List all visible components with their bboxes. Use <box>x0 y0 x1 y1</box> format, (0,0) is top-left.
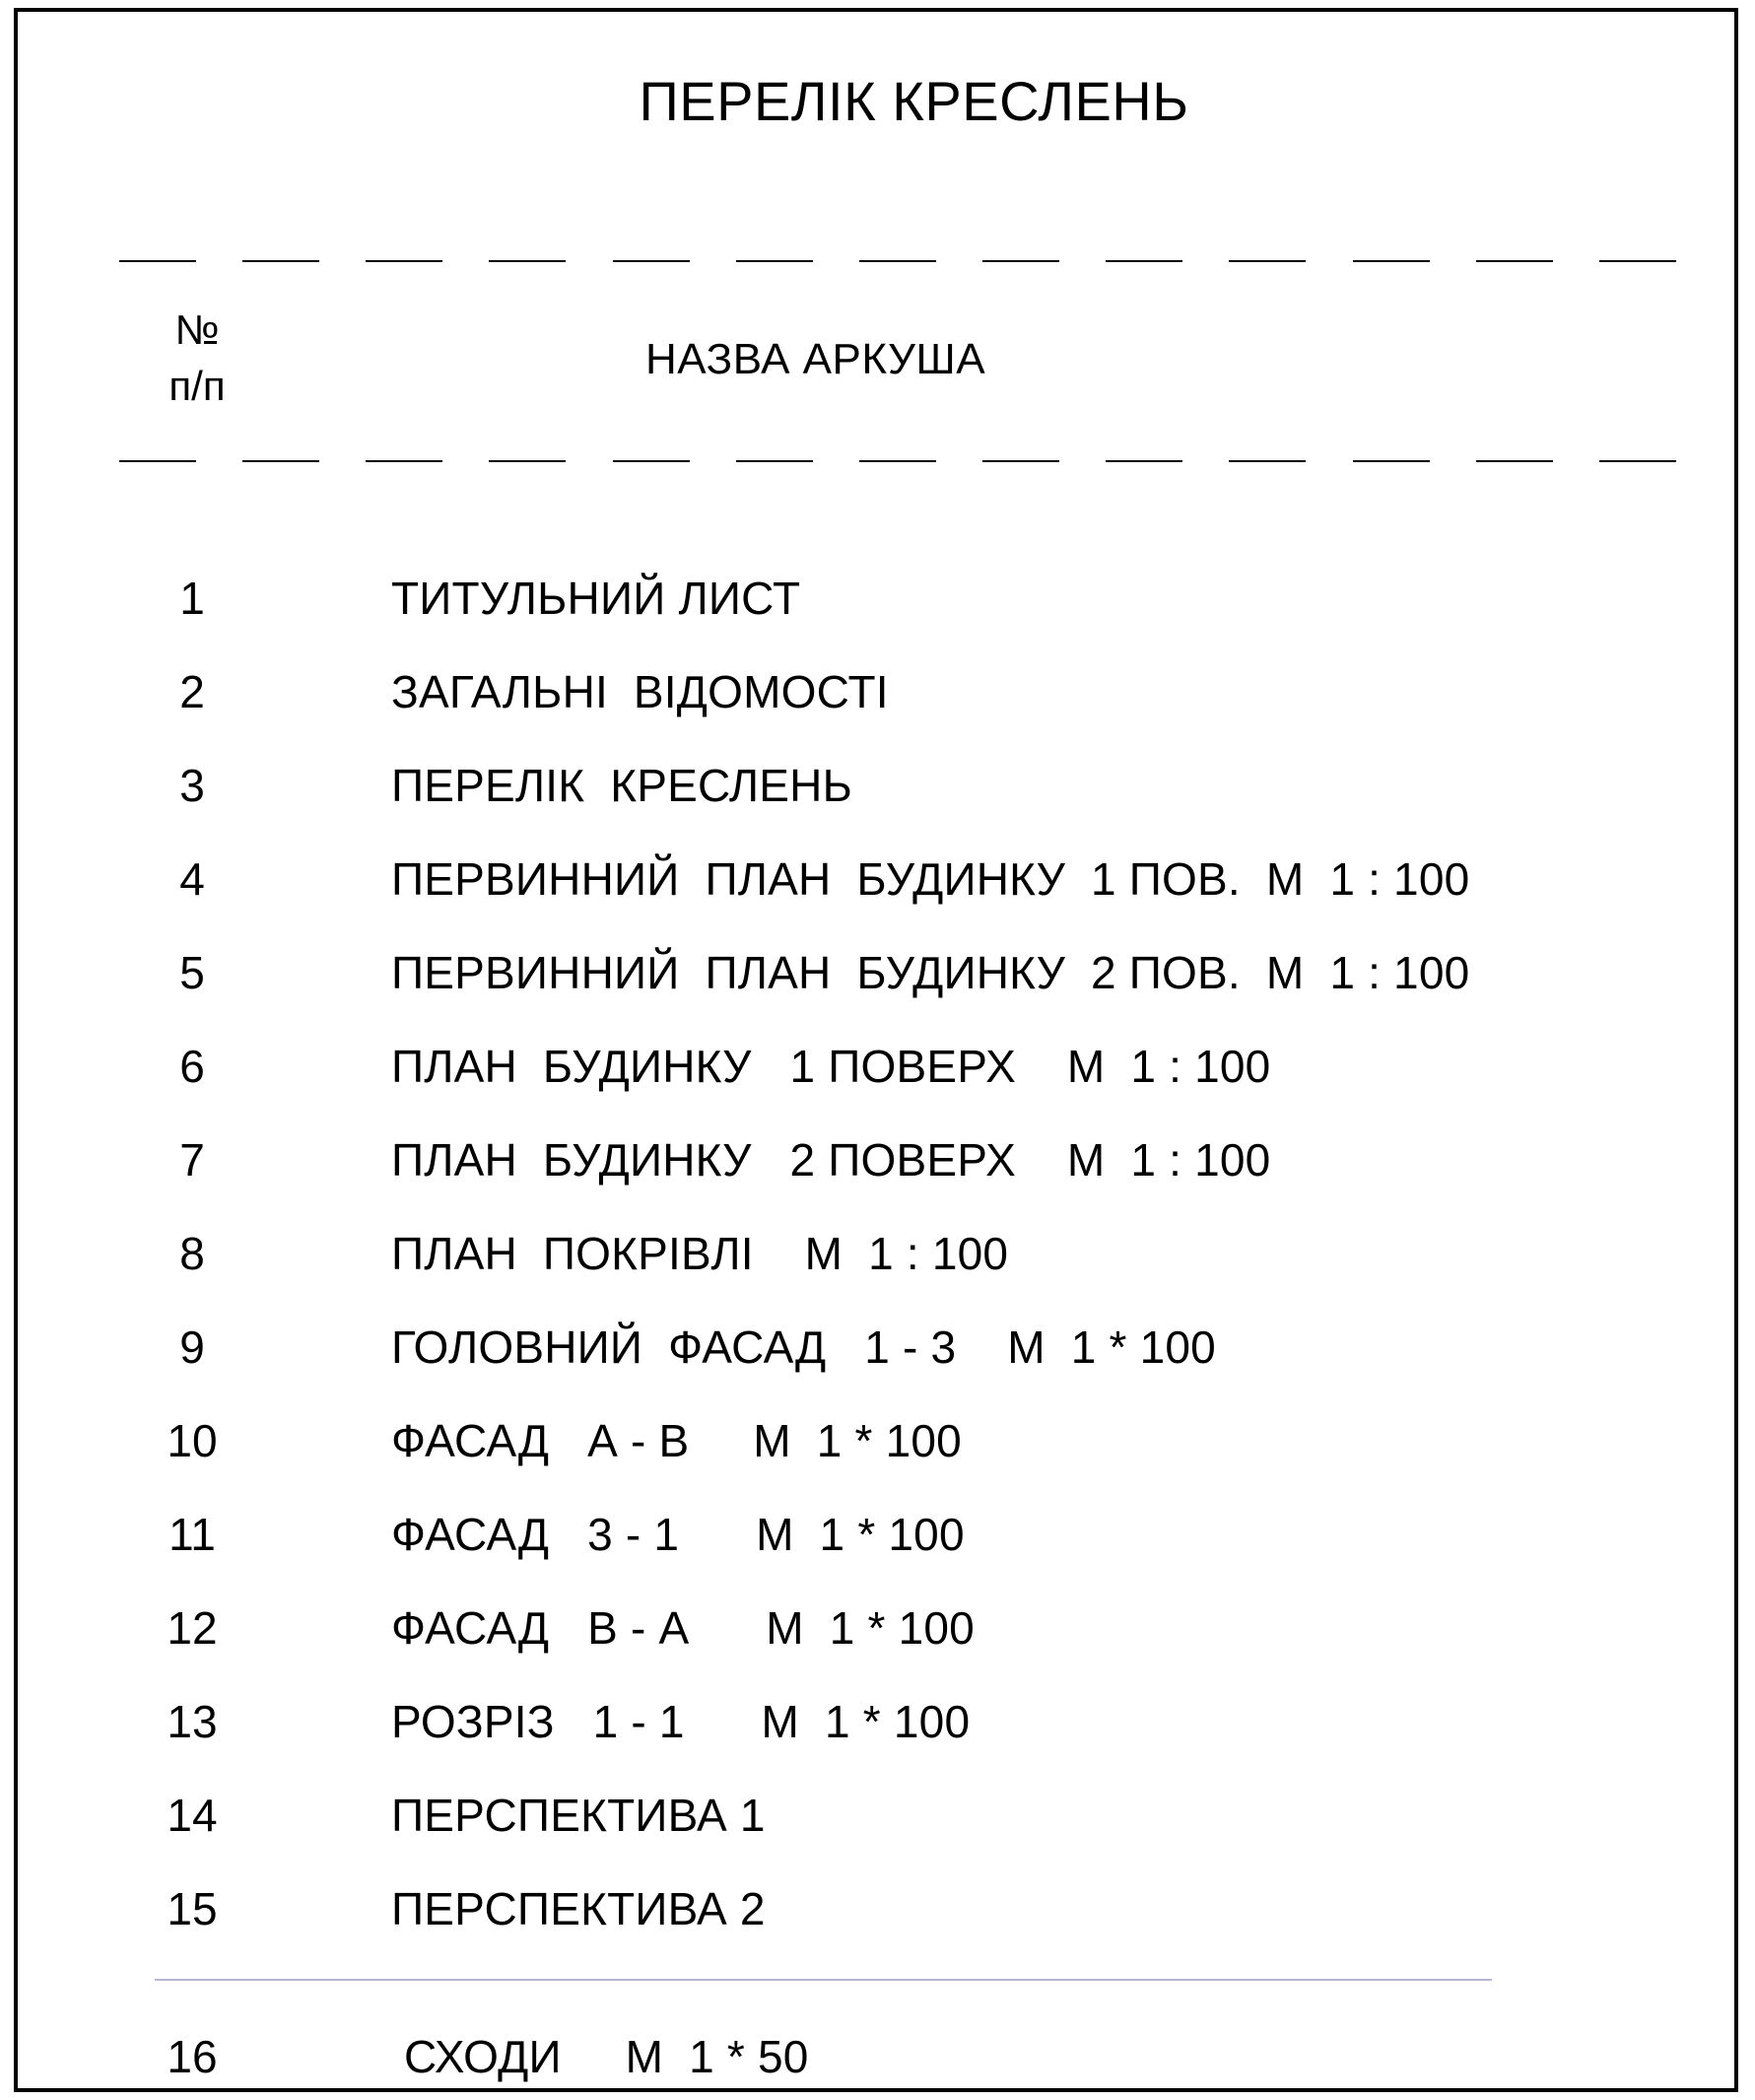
dash-segment <box>613 260 690 262</box>
dash-segment <box>1599 460 1676 462</box>
dash-segment <box>366 260 442 262</box>
list-item-name: ПЕРСПЕКТИВА 2 <box>391 1883 766 1934</box>
list-item-name: ПЛАН БУДИНКУ 1 ПОВЕРХ М 1 : 100 <box>391 1041 1271 1092</box>
dash-segment <box>366 460 442 462</box>
dash-segment <box>982 260 1059 262</box>
list-item-name: ПЕРСПЕКТИВА 1 <box>391 1790 766 1841</box>
list-item-name: ПЕРЕЛІК КРЕСЛЕНЬ <box>391 760 852 811</box>
list-item-name: ФАСАД В - А М 1 * 100 <box>391 1602 975 1654</box>
list-item <box>0 1882 1675 1951</box>
list-item <box>0 1789 1675 1858</box>
list-item-number: 7 <box>179 1134 205 1185</box>
list-item-name: СХОДИ М 1 * 50 <box>391 2031 809 2082</box>
list-item-name: ПЛАН ПОКРІВЛІ М 1 : 100 <box>391 1228 1009 1279</box>
list-item-name: ПЕРВИННИЙ ПЛАН БУДИНКУ 1 ПОВ. М 1 : 100 <box>391 853 1470 905</box>
list-item <box>0 759 1675 828</box>
list-item <box>0 1227 1675 1296</box>
dash-segment <box>736 260 813 262</box>
dash-segment <box>1106 460 1182 462</box>
list-item <box>0 1133 1675 1202</box>
header-bottom-dashed-line <box>119 460 1676 464</box>
dash-segment <box>489 260 566 262</box>
dash-segment <box>1476 260 1553 262</box>
list-item-last <box>0 2030 1675 2099</box>
list-item-name: ГОЛОВНИЙ ФАСАД 1 - 3 М 1 * 100 <box>391 1321 1216 1373</box>
list-item-number: 1 <box>179 573 205 624</box>
dash-segment <box>1229 260 1306 262</box>
list-item-name: ЗАГАЛЬНІ ВІДОМОСТІ <box>391 666 889 717</box>
list-item-name: ФАСАД 3 - 1 М 1 * 100 <box>391 1509 965 1560</box>
dash-segment <box>1353 260 1430 262</box>
list-item <box>0 1695 1675 1764</box>
list-item-number: 10 <box>167 1415 218 1466</box>
list-item <box>0 1040 1675 1109</box>
column-header-number-line2: п/п <box>169 363 226 410</box>
list-item-number: 11 <box>169 1509 216 1560</box>
dash-segment <box>859 260 936 262</box>
list-item <box>0 852 1675 921</box>
page-title: ПЕРЕЛІК КРЕСЛЕНЬ <box>639 70 1189 132</box>
dash-segment <box>1106 260 1182 262</box>
list-item-number: 8 <box>179 1228 205 1279</box>
list-item-name: ПЛАН БУДИНКУ 2 ПОВЕРХ М 1 : 100 <box>391 1134 1271 1185</box>
dash-segment <box>1476 460 1553 462</box>
dash-segment <box>489 460 566 462</box>
dash-segment <box>242 460 319 462</box>
column-header-sheet-name: НАЗВА АРКУША <box>645 335 986 383</box>
dash-segment <box>1599 260 1676 262</box>
column-header-number <box>158 302 236 414</box>
list-item <box>0 1414 1675 1483</box>
list-item-name: ПЕРВИННИЙ ПЛАН БУДИНКУ 2 ПОВ. М 1 : 100 <box>391 947 1470 998</box>
list-item-number: 6 <box>179 1041 205 1092</box>
divider-line <box>155 1979 1492 1981</box>
list-item <box>0 946 1675 1015</box>
list-item <box>0 572 1675 641</box>
list-item-name: РОЗРІЗ 1 - 1 М 1 * 100 <box>391 1696 971 1747</box>
list-item-number: 14 <box>167 1790 218 1841</box>
list-item-number: 4 <box>179 853 205 905</box>
list-item-number: 16 <box>167 2031 218 2082</box>
list-item-number: 2 <box>179 666 205 717</box>
list-item-name: ТИТУЛЬНИЙ ЛИСТ <box>391 573 801 624</box>
list-item <box>0 1508 1675 1577</box>
list-item-number: 12 <box>167 1602 218 1654</box>
dash-segment <box>119 260 196 262</box>
dash-segment <box>1229 460 1306 462</box>
header-top-dashed-line <box>119 260 1676 264</box>
list-item-number: 3 <box>179 760 205 811</box>
dash-segment <box>1353 460 1430 462</box>
list-item-number: 9 <box>179 1321 205 1373</box>
dash-segment <box>242 260 319 262</box>
dash-segment <box>982 460 1059 462</box>
list-item-number: 15 <box>167 1883 218 1934</box>
list-item-number: 13 <box>167 1696 218 1747</box>
list-item <box>0 1601 1675 1670</box>
dash-segment <box>613 460 690 462</box>
dash-segment <box>119 460 196 462</box>
list-item-number: 5 <box>179 947 205 998</box>
column-header-number-line1: № <box>174 306 220 353</box>
dash-segment <box>859 460 936 462</box>
list-item <box>0 1321 1675 1389</box>
list-item-name: ФАСАД А - В М 1 * 100 <box>391 1415 962 1466</box>
list-item <box>0 665 1675 734</box>
dash-segment <box>736 460 813 462</box>
